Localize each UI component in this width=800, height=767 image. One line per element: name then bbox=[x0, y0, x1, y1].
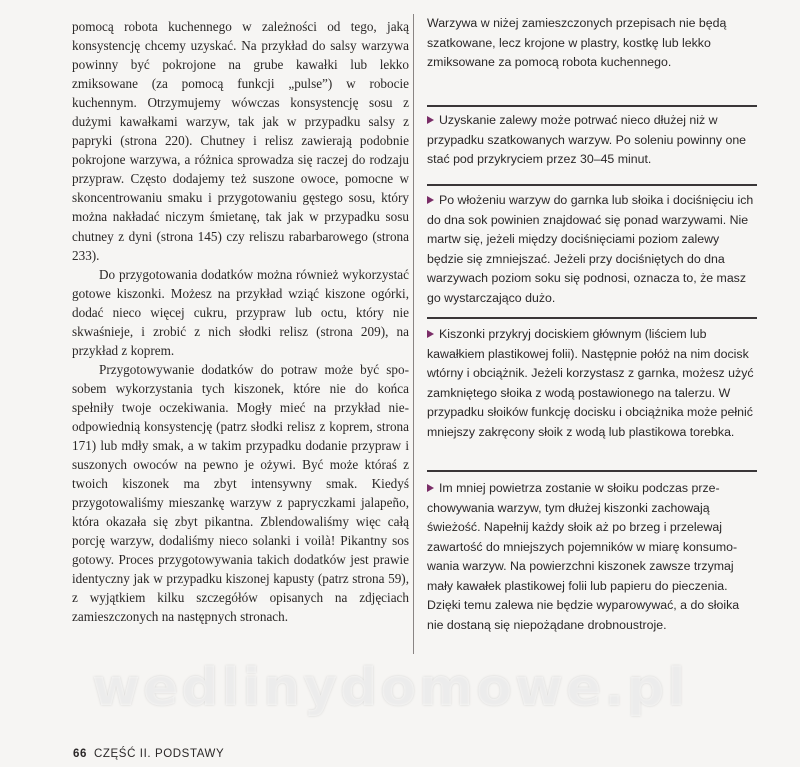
tip-4 bbox=[427, 479, 757, 635]
tip-divider-2 bbox=[427, 184, 757, 186]
page-footer bbox=[73, 748, 224, 760]
arrow-right-icon bbox=[427, 116, 434, 124]
paragraph-3: Przygotowywanie dodatków do potraw może być sposobem wykorzystania tych kiszonek, które nie do końca spełniły twoje oczekiwania. Mogły mieć na przykład nieodpowiednią konsystencję (patrz słodki relisz z koprem, strona 171) lub mdły smak, a w takim przypadku dodanie przypraw i suszonych owoców na pewno je ożywi. Być może któraś z twoich kiszonek ma zbyt intensywny smak. Kiedyś przygotowaliśmy mieszankę warzyw z papryczkami jalapeño, która okazała się zbyt pikantna. Zblendowaliśmy więc całą porcję warzyw, dodaliśmy nieco solanki i voilà! Pikantny sos gotowy. Proces przygotowywania takich dodatków jest prawie identyczny jak w przypadku kiszonej kapusty (patrz strona 59), z wyjątkiem kilku szczegółów opisanych na zdjęciach zamieszczonych na następnych stronach. bbox=[72, 361, 409, 625]
paragraph-1: pomocą robota kuchennego w zależności od tego, jaką konsystencję chcemy uzyskać. Na przykład do salsy warzywa powinny być pokrojone na grube kawałki lub lekko zmiksowane (za pomocą funkcji „pulse”) w robocie kuchennym. Otrzymujemy wówczas konsystencję sosu z dużymi kawałkami warzyw, tak jak w przypadku salsy z papryki (strona 220). Chutney i relisz zawierają podobnie pokrojone warzywa, a różnica sprowadza się raczej do rodzaju przypraw. Często dodajemy też suszone owoce, pomocne w skoncentrowaniu smaku i przygotowaniu gęstego sosu, który można nakładać niczym śmietanę, tak jak w przypadku sosu chutney z dyni (strona 145) czy reliszu rabarbarowego (strona 233). bbox=[72, 19, 409, 263]
tip-1-text: Uzyskanie zalewy może potrwać nieco dłużej niż w przypadku szatkowanych warzyw. Po soleniu powinny one stać pod przykryciem przez 30–45 minut. bbox=[427, 113, 747, 166]
arrow-right-icon bbox=[427, 196, 434, 204]
tip-2 bbox=[427, 191, 757, 308]
tips-intro: Warzywa w niżej zamieszczonych przepisach nie będą szatkowane, lecz krojone w plastry, kostkę lub lekko zmiksowane za pomocą robota kuchennego. bbox=[427, 16, 727, 69]
tip-divider-3 bbox=[427, 317, 757, 319]
section-title: CZĘŚĆ II. PODSTAWY bbox=[94, 748, 225, 760]
tip-3 bbox=[427, 325, 757, 442]
tip-3-text: Kiszonki przykryj dociskiem głównym (liściem lub kawałkiem plastikowej folii). Następnie połóż na nim docisk wtórny i obciążnik. Jeżeli korzystasz z garnka, możesz użyć zamkniętego słoika z wodą postawionego na talerzu. W przypadku słoików funkcję docisku i obciążnika może pełnić mniejszy zakręcony słoik z wodą lub plastikowa torebka. bbox=[427, 327, 754, 439]
paragraph-2: Do przygotowania dodatków można również wykorzystać gotowe kiszonki. Możesz na przykład wziąć kiszone ogórki, dodać nieco więcej cukru, przypraw lub octu, który nie skwaśnieje, i zrobić z nich słodki relisz (strona 209), na przykład z koprem. bbox=[72, 266, 409, 358]
main-text-column bbox=[72, 17, 409, 627]
watermark: wedlinydomowe.pl bbox=[92, 658, 689, 718]
tip-divider-4 bbox=[427, 470, 757, 472]
column-divider bbox=[413, 14, 414, 654]
arrow-right-icon bbox=[427, 484, 434, 492]
tip-2-text: Po włożeniu warzyw do garnka lub słoika i dociśnięciu ich do dna sok powinien znajdować się ponad warzywami. Nie martw się, jeżeli między dociśnięciami poziom zalewy będzie się zmniejszać. Jeżeli przy dociśniętych do dna warzywach poziom soku się podnosi, oznacza to, że masz go wystarczająco dużo. bbox=[427, 193, 754, 305]
arrow-right-icon bbox=[427, 330, 434, 338]
tip-4-text: Im mniej powietrza zostanie w słoiku podczas przechowywania warzyw, tym dłużej kiszonki zachowają świeżość. Napełnij każdy słoik aż po brzeg i przelewaj zawartość do mniejszych pojemników w miarę konsumowania warzyw. Na powierzchni kiszonek zawsze trzymaj mały kawałek plastikowej folii lub papieru do pieczenia. Dzięki temu zalewa nie będzie wyparowywać, a do słoika nie dostaną się niepożądane drobnoustroje. bbox=[427, 481, 740, 632]
page-number: 66 bbox=[73, 748, 87, 760]
tip-divider-1 bbox=[427, 105, 757, 107]
tip-1 bbox=[427, 111, 757, 170]
